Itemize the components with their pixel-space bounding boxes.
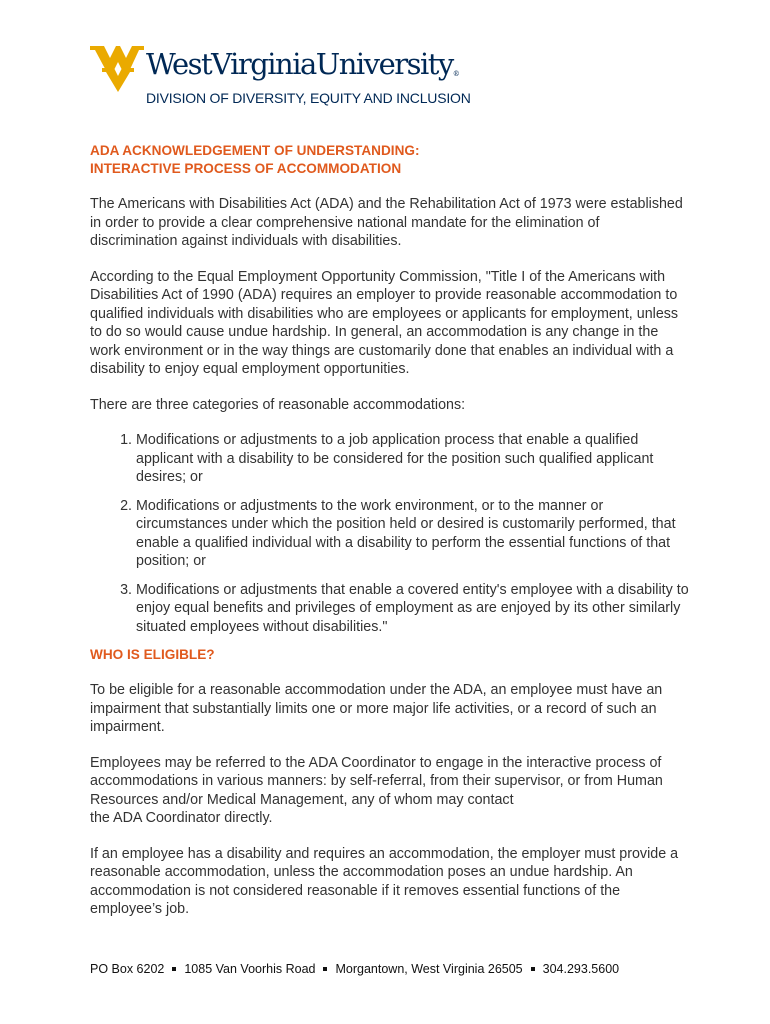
footer-separator [323,967,327,971]
document-title [90,142,690,178]
list-item: 2. Modifications or adjustments to the work environment, or to the manner or circumstances under which the position held or desired is customarily performed, that enable a qualified individual with a disability to perform the essential functions of that position; or [136,497,690,571]
title-line-2: INTERACTIVE PROCESS OF ACCOMMODATION [90,161,402,176]
list-item: 1. Modifications or adjustments to a job application process that enable a qualified applicant with a disability to be considered for the position such qualified applicant desires; or [136,431,690,487]
paragraph-eligibility: To be eligible for a reasonable accommodation under the ADA, an employee must have an impairment that substantially limits one or more major life activities, or a record of such an impairment. [90,682,663,735]
division-name: DIVISION OF DIVERSITY, EQUITY AND INCLUSION [146,90,471,106]
wvu-logo [90,44,510,114]
university-name: WestVirginiaUniversity® [146,47,460,81]
footer-separator [172,967,176,971]
flying-wv-icon [90,44,144,92]
referral-line-2: the ADA Coordinator directly. [90,810,273,826]
footer-street: 1085 Van Voorhis Road [184,962,316,976]
paragraph-eeoc-quote: According to the Equal Employment Opportunity Commission, "Title I of the Americans with Disabilities Act of 1990 (ADA) requires an employer to provide reasonable accommodation to qualified individuals with disabilities who are employees or applicants for employment, unless to do so would cause undue hardship. In general, an accommodation is any change in the work environment or in the way things are customarily done that enables an individual with a disability to enjoy equal employment opportunities. [90,268,679,377]
footer-city: Morgantown, West Virginia 26505 [335,962,523,976]
document-body [90,142,690,919]
footer-separator [531,967,535,971]
list-item: 3. Modifications or adjustments that enable a covered entity's employee with a disability to enjoy equal benefits and privileges of employment as are enjoyed by its other similarly situated employees without disabilities." [136,581,690,637]
paragraph-ada-intro: The Americans with Disabilities Act (ADA) and the Rehabilitation Act of 1973 were established in order to provide a clear comprehensive national mandate for the elimination of discrimination against individuals with disabilities. [90,196,683,249]
section-heading-eligible: WHO IS ELIGIBLE? [90,647,215,662]
paragraph-categories-intro: There are three categories of reasonable accommodations: [90,396,466,413]
accommodation-categories-list [90,431,690,636]
referral-line-1: Employees may be referred to the ADA Coordinator to engage in the interactive process of accommodations in various manners: by self-referral, from their supervisor, or from Human Resources and/or Medical Management, any of whom may contact [90,754,663,808]
footer-phone: 304.293.5600 [542,962,620,976]
footer-po-box: PO Box 6202 [90,962,165,976]
footer-address [90,962,619,976]
paragraph-employer-obligation: If an employee has a disability and requires an accommodation, the employer must provide a reasonable accommodation, unless the accommodation poses an undue hardship. An accommodation is not considered reasonable if it removes essential functions of the employee’s job. [90,845,679,917]
paragraph-referral [90,754,690,828]
title-line-1: ADA ACKNOWLEDGEMENT OF UNDERSTANDING: [90,143,420,158]
